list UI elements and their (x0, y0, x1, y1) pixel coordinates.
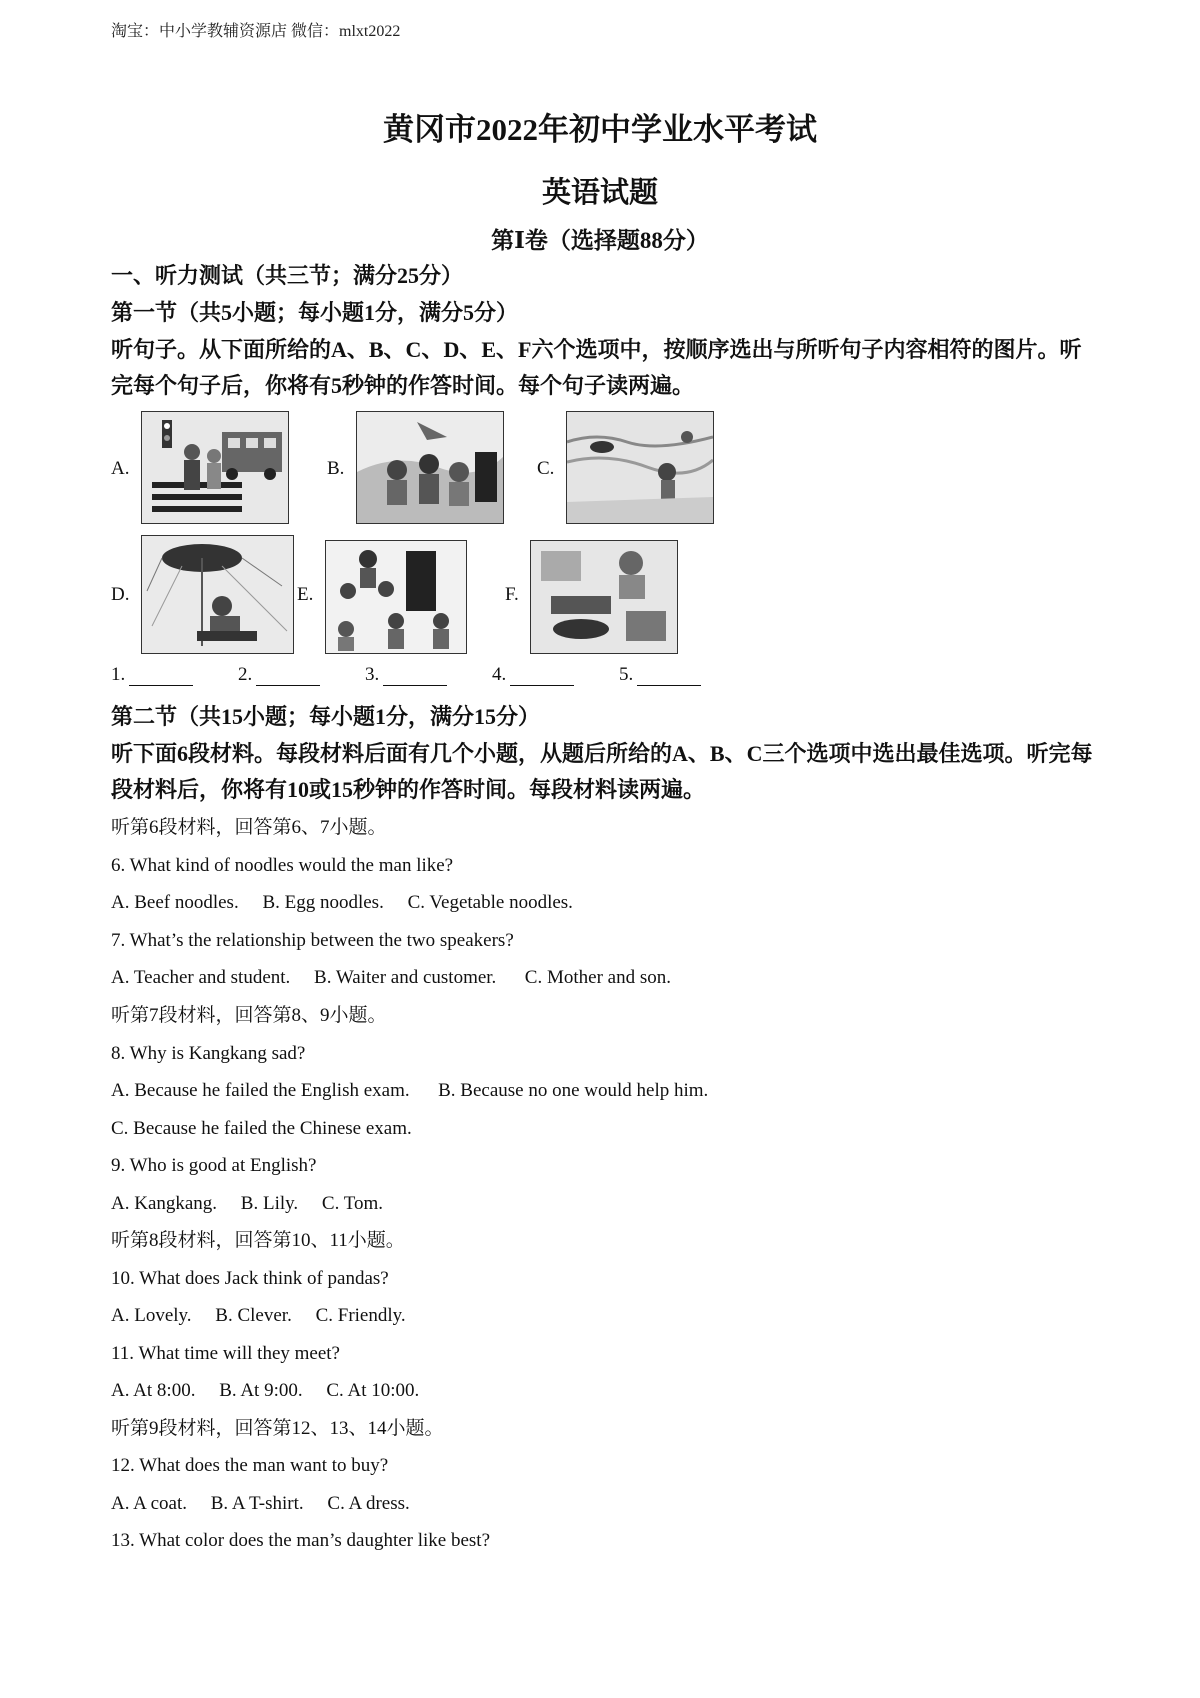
options-line: A. Kangkang. B. Lily. C. Tom. (111, 1193, 384, 1214)
options-line: A. Teacher and student. B. Waiter and customer. C. Mother and son. (111, 967, 671, 988)
blank-line (637, 667, 701, 686)
options-line: C. Because he failed the Chinese exam. (111, 1118, 412, 1139)
option-label-c: C. (537, 458, 555, 479)
blank-line (256, 667, 320, 686)
option-label-e: E. (297, 584, 314, 605)
question-line: 10. What does Jack think of pandas? (111, 1268, 389, 1289)
exam-title: 黄冈市2022年初中学业水平考试 (383, 112, 817, 147)
header-note: 淘宝：中小学教辅资源店 微信：mlxt2022 (111, 23, 401, 40)
options-line: A. Lovely. B. Clever. C. Friendly. (111, 1305, 406, 1326)
text-line: 听第9段材料，回答第12、13、14小题。 (111, 1418, 444, 1439)
answer-blank[interactable] (492, 664, 574, 686)
option-label-f: F. (505, 584, 519, 605)
instruction-paragraph: 听下面6段材料。每段材料后面有几个小题，从题后所给的A、B、C三个选项中选出最佳选项。听完每段材料后，你将有10或15秒钟的作答时间。每段材料读两遍。 (111, 741, 1093, 802)
question-line: 7. What’s the relationship between the two speakers? (111, 930, 514, 951)
question-line: 12. What does the man want to buy? (111, 1455, 389, 1476)
blank-line (383, 667, 447, 686)
text-line: 听第8段材料，回答第10、11小题。 (111, 1230, 405, 1251)
beach-scene-icon (566, 411, 714, 524)
question-line: 6. What kind of noodles would the man like? (111, 855, 454, 876)
text-line: 听第7段材料，回答第8、9小题。 (111, 1005, 387, 1026)
question-line: 11. What time will they meet? (111, 1343, 340, 1364)
subsection-heading: 第二节（共15小题；每小题1分，满分15分） (111, 704, 541, 729)
blank-line (129, 667, 193, 686)
blank-number: 3. (365, 664, 380, 685)
answer-blank[interactable] (111, 664, 193, 686)
options-line: A. Because he failed the English exam. B. Because no one would help him. (111, 1080, 709, 1101)
answer-blanks (111, 664, 741, 686)
instruction-paragraph: 听句子。从下面所给的A、B、C、D、E、F六个选项中，按顺序选出与所听句子内容相符的图片。听完每个句子后，你将有5秒钟的作答时间。每个句子读两遍。 (111, 337, 1082, 398)
cooking-scene-icon (530, 540, 678, 654)
blank-number: 1. (111, 664, 126, 685)
blank-number: 2. (238, 664, 253, 685)
music-band-scene-icon (325, 540, 467, 654)
option-label-b: B. (327, 458, 345, 479)
question-line: 13. What color does the man’s daughter like best? (111, 1530, 491, 1551)
crosswalk-scene-icon (141, 411, 289, 524)
subsection-heading: 第一节（共5小题；每小题1分，满分5分） (111, 300, 519, 325)
option-label-a: A. (111, 458, 130, 479)
options-line: A. A coat. B. A T-shirt. C. A dress. (111, 1493, 410, 1514)
blank-line (510, 667, 574, 686)
blank-number: 4. (492, 664, 507, 685)
answer-blank[interactable] (238, 664, 320, 686)
umbrella-chair-scene-icon (141, 535, 294, 654)
answer-blank[interactable] (619, 664, 701, 686)
text-line: 听第6段材料，回答第6、7小题。 (111, 817, 387, 838)
option-label-d: D. (111, 584, 130, 605)
answer-blank[interactable] (365, 664, 447, 686)
paper-part-heading: 第Ⅰ卷（选择题88分） (491, 228, 709, 253)
options-line: A. At 8:00. B. At 9:00. C. At 10:00. (111, 1380, 420, 1401)
exam-subtitle: 英语试题 (541, 177, 658, 209)
question-line: 8. Why is Kangkang sad? (111, 1043, 306, 1064)
children-sitting-scene-icon (356, 411, 504, 524)
blank-number: 5. (619, 664, 634, 685)
options-line: A. Beef noodles. B. Egg noodles. C. Vegetable noodles. (111, 892, 573, 913)
section-heading: 一、听力测试（共三节；满分25分） (111, 263, 464, 288)
question-line: 9. Who is good at English? (111, 1155, 317, 1176)
